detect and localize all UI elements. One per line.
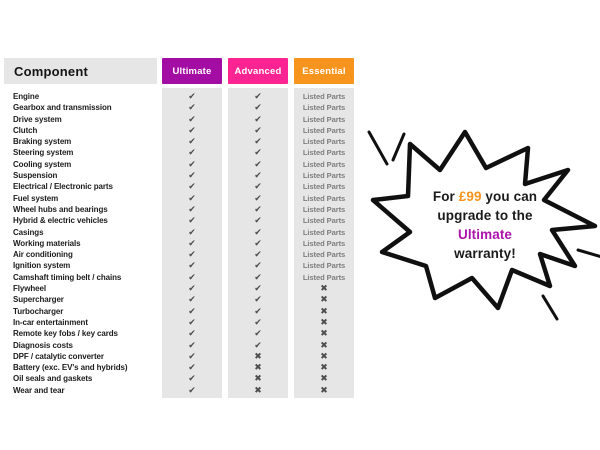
burst-ultimate-word: Ultimate	[457, 227, 513, 242]
component-label: Ignition system	[13, 261, 71, 271]
plan-cell-ultimate: ✔	[188, 136, 196, 147]
table-row	[0, 159, 360, 170]
plan-cell-advanced: ✔	[254, 271, 262, 282]
plan-cell-ultimate: ✔	[188, 181, 196, 192]
plan-cell-ultimate: ✔	[188, 305, 196, 316]
speed-line-top-left-long	[369, 132, 387, 164]
plan-cell-advanced: ✔	[254, 91, 262, 101]
plan-header-advanced: Advanced	[228, 58, 288, 84]
table-row	[0, 306, 360, 317]
table-row	[0, 272, 360, 283]
plan-cell-ultimate: ✔	[188, 316, 196, 327]
component-label: Supercharger	[13, 295, 64, 305]
table-row	[0, 283, 360, 294]
plan-cell-ultimate: ✔	[188, 158, 196, 169]
plan-cell-essential: Listed Parts	[302, 250, 346, 260]
plan-cell-advanced: ✔	[254, 158, 262, 169]
plan-cell-essential: ✖	[320, 316, 328, 327]
plan-cell-essential: Listed Parts	[302, 114, 346, 124]
plan-cell-ultimate: ✔	[188, 91, 196, 101]
table-row	[0, 102, 360, 113]
component-label: Wheel hubs and bearings	[13, 204, 108, 214]
plan-cell-advanced: ✖	[254, 373, 262, 384]
component-label: Working materials	[13, 238, 81, 248]
plan-cell-ultimate: ✔	[188, 294, 196, 305]
plan-cell-advanced: ✔	[254, 170, 262, 181]
plan-cell-advanced: ✖	[254, 350, 262, 361]
component-label: Diagnosis costs	[13, 340, 73, 350]
plan-cell-ultimate: ✔	[188, 328, 196, 339]
plan-cell-advanced: ✔	[254, 192, 262, 203]
plan-cell-ultimate: ✔	[188, 339, 196, 350]
plan-cell-ultimate: ✔	[188, 271, 196, 282]
component-label: Braking system	[13, 137, 72, 147]
plan-cell-ultimate: ✔	[188, 260, 196, 271]
plan-cell-essential: Listed Parts	[302, 227, 346, 237]
plan-cell-essential: ✖	[320, 328, 328, 339]
component-table-body	[0, 91, 360, 396]
plan-cell-essential: Listed Parts	[302, 193, 346, 203]
speed-line-top-left-short	[393, 134, 404, 160]
plan-cell-ultimate: ✔	[188, 226, 196, 237]
speed-line-right	[578, 250, 600, 257]
plan-cell-ultimate: ✔	[188, 203, 196, 214]
table-row	[0, 204, 360, 215]
plan-cell-essential: Listed Parts	[302, 103, 346, 113]
plan-cell-essential: Listed Parts	[302, 238, 346, 248]
component-label: Fuel system	[13, 193, 59, 203]
plan-cell-essential: ✖	[320, 362, 328, 373]
plan-cell-essential: ✖	[320, 339, 328, 350]
plan-cell-advanced: ✔	[254, 181, 262, 192]
burst-line1-suffix: you can	[481, 189, 538, 204]
table-row	[0, 181, 360, 192]
component-label: Hybrid & electric vehicles	[13, 216, 108, 226]
table-row	[0, 373, 360, 384]
plan-cell-ultimate: ✔	[188, 192, 196, 203]
component-label: In-car entertainment	[13, 317, 88, 327]
component-label: Air conditioning	[13, 250, 73, 260]
table-row	[0, 260, 360, 271]
plan-cell-ultimate: ✔	[188, 113, 196, 124]
plan-cell-advanced: ✔	[254, 136, 262, 147]
table-row	[0, 249, 360, 260]
component-label: Steering system	[13, 148, 74, 158]
plan-cell-essential: ✖	[320, 305, 328, 316]
table-row	[0, 294, 360, 305]
table-row	[0, 91, 360, 102]
plan-cell-advanced: ✔	[254, 203, 262, 214]
plan-cell-ultimate: ✔	[188, 350, 196, 361]
component-label: Gearbox and transmission	[13, 103, 112, 113]
table-row	[0, 193, 360, 204]
plan-cell-essential: Listed Parts	[302, 182, 346, 192]
plan-cell-essential: ✖	[320, 350, 328, 361]
plan-cell-ultimate: ✔	[188, 170, 196, 181]
plan-cell-advanced: ✔	[254, 113, 262, 124]
table-row	[0, 340, 360, 351]
plan-cell-advanced: ✔	[254, 215, 262, 226]
component-label: Casings	[13, 227, 44, 237]
table-row	[0, 351, 360, 362]
plan-cell-essential: ✖	[320, 384, 328, 395]
component-label: Electrical / Electronic parts	[13, 182, 113, 192]
component-header-band	[4, 58, 157, 84]
table-row	[0, 114, 360, 125]
table-row	[0, 317, 360, 328]
table-row	[0, 328, 360, 339]
plan-cell-advanced: ✔	[254, 328, 262, 339]
plan-cell-essential: Listed Parts	[302, 272, 346, 282]
plan-cell-essential: Listed Parts	[302, 125, 346, 135]
table-row	[0, 215, 360, 226]
table-row	[0, 385, 360, 396]
plan-cell-advanced: ✔	[254, 283, 262, 294]
table-row	[0, 238, 360, 249]
plan-cell-ultimate: ✔	[188, 102, 196, 113]
component-label: Turbocharger	[13, 306, 64, 316]
component-label: Engine	[13, 92, 40, 101]
plan-cell-advanced: ✔	[254, 339, 262, 350]
component-label: Suspension	[13, 171, 58, 181]
plan-header-ultimate: Ultimate	[162, 58, 222, 84]
plan-cell-advanced: ✔	[254, 305, 262, 316]
plan-cell-advanced: ✖	[254, 362, 262, 373]
plan-cell-advanced: ✔	[254, 226, 262, 237]
plan-cell-essential: Listed Parts	[302, 148, 346, 158]
plan-cell-advanced: ✔	[254, 147, 262, 158]
table-row	[0, 227, 360, 238]
plan-cell-essential: ✖	[320, 373, 328, 384]
plan-cell-essential: Listed Parts	[302, 171, 346, 181]
burst-line4: warranty!	[454, 246, 516, 261]
plan-cell-ultimate: ✔	[188, 362, 196, 373]
plan-cell-advanced: ✔	[254, 237, 262, 248]
component-label: Camshaft timing belt / chains	[13, 272, 122, 282]
burst-price: £99	[458, 189, 482, 204]
plan-cell-essential: ✖	[320, 283, 328, 294]
plan-cell-advanced: ✖	[254, 384, 262, 395]
table-row	[0, 362, 360, 373]
plan-cell-advanced: ✔	[254, 294, 262, 305]
plan-cell-essential: Listed Parts	[302, 137, 346, 147]
plan-cell-ultimate: ✔	[188, 373, 196, 384]
plan-cell-advanced: ✔	[254, 316, 262, 327]
burst-line1-prefix: For	[432, 189, 459, 204]
plan-header-essential: Essential	[294, 58, 354, 84]
plan-cell-essential: Listed Parts	[302, 216, 346, 226]
component-label: Wear and tear	[13, 385, 65, 395]
component-label: Remote key fobs / key cards	[13, 329, 118, 339]
plan-cell-essential: Listed Parts	[302, 159, 346, 169]
burst-message	[402, 187, 568, 263]
component-label: Cooling system	[13, 159, 72, 169]
plan-cell-essential: ✖	[320, 294, 328, 305]
plan-cell-advanced: ✔	[254, 102, 262, 113]
table-row	[0, 147, 360, 158]
component-header-label: Component	[14, 63, 89, 79]
table-row	[0, 170, 360, 181]
plan-cell-essential: Listed Parts	[302, 204, 346, 214]
plan-cell-advanced: ✔	[254, 124, 262, 135]
plan-cell-essential: Listed Parts	[302, 261, 346, 271]
plan-cell-ultimate: ✔	[188, 215, 196, 226]
component-label: DPF / catalytic converter	[13, 351, 104, 361]
burst-line2: upgrade to the	[437, 208, 533, 223]
plan-cell-ultimate: ✔	[188, 147, 196, 158]
component-label: Oil seals and gaskets	[13, 374, 93, 384]
table-row	[0, 125, 360, 136]
component-label: Clutch	[13, 125, 38, 135]
plan-cell-ultimate: ✔	[188, 384, 196, 395]
plan-cell-ultimate: ✔	[188, 283, 196, 294]
speed-line-bottom-right	[543, 296, 557, 319]
component-label: Flywheel	[13, 284, 46, 294]
plan-cell-advanced: ✔	[254, 260, 262, 271]
plan-cell-ultimate: ✔	[188, 249, 196, 260]
plan-cell-advanced: ✔	[254, 249, 262, 260]
plan-cell-ultimate: ✔	[188, 124, 196, 135]
table-row	[0, 136, 360, 147]
component-label: Drive system	[13, 114, 62, 124]
plan-cell-essential: Listed Parts	[302, 92, 346, 101]
plan-cell-ultimate: ✔	[188, 237, 196, 248]
component-label: Battery (exc. EV's and hybrids)	[13, 363, 128, 373]
